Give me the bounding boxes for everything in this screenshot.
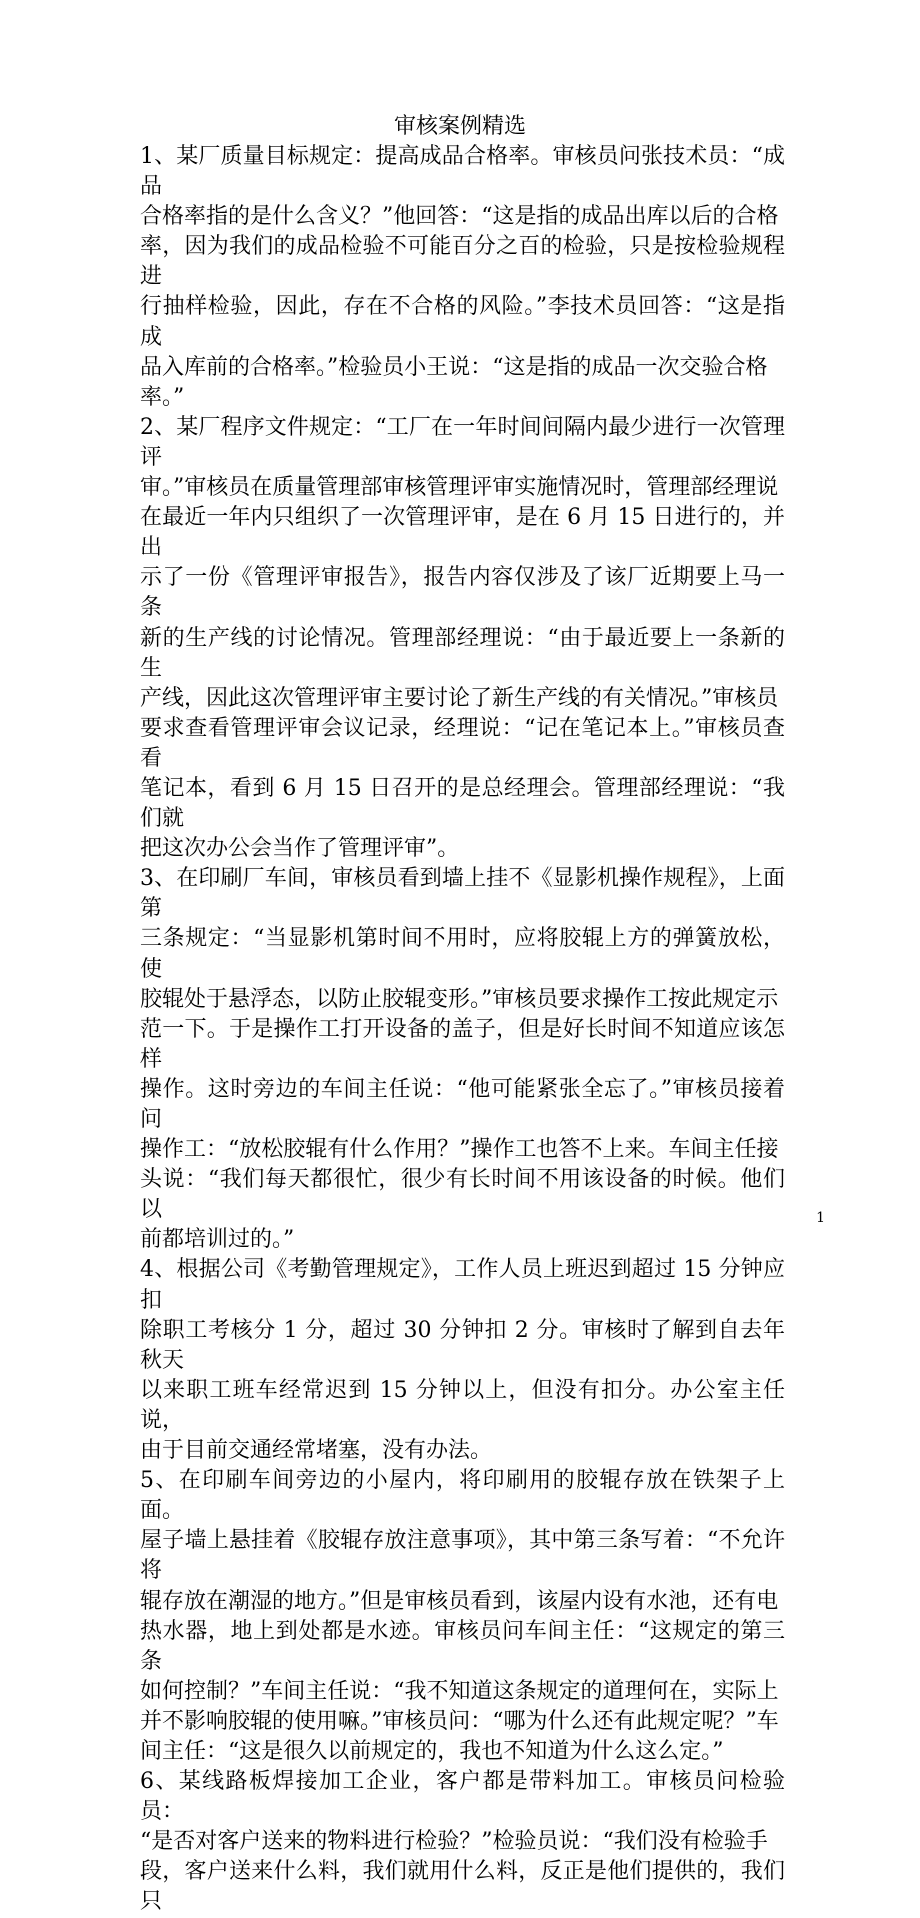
case-paragraph-1: 1、某厂质量目标规定：提高成品合格率。审核员问张技术员：“成品 合格率指的是什么含义？”他回答：“这是指的成品出库以后的合格 率，因为我们的成品检验不可能百分之百的检验，只是按检验规程进 行抽样检验，因此，存在不合格的风险。”李技术员回答：“这是指成 品入库前的合格率。”检验员小王说：“这是指的成品一次交验合格 率。” xyxy=(140,144,785,410)
page-title: 审核案例精选 xyxy=(393,114,526,139)
case-paragraph-5: 5、在印刷车间旁边的小屋内，将印刷用的胶辊存放在铁架子上面。 屋子墙上悬挂着《胶辊存放注意事项》，其中第三条写着：“不允许将 辊存放在潮湿的地方。”但是审核员看到，该屋内设有水池，还有电 热水器，地上到处都是水迹。审核员问车间主任：“这规定的第三条 如何控制？”车间主任说：“我不知道这条规定的道理何在，实际上 并不影响胶辊的使用嘛。”审核员问：“哪为什么还有此规定呢？”车 间主任：“这是很久以前规定的，我也不知道为什么这么定。” xyxy=(140,1468,785,1764)
case-paragraph-3: 3、在印刷厂车间，审核员看到墙上挂不《显影机操作规程》，上面第 三条规定：“当显影机第时间不用时，应将胶辊上方的弹簧放松，使 胶辊处于悬浮态，以防止胶辊变形。”审核员要求操作工按此规定示 范一下。于是操作工打开设备的盖子，但是好长时间不知道应该怎样 操作。这时旁边的车间主任说：“他可能紧张全忘了。”审核员接着问 操作工：“放松胶辊有什么作用？”操作工也答不上来。车间主任接 头说：“我们每天都很忙，很少有长时间不用该设备的时候。他们以 前都培训过的。” xyxy=(140,866,785,1253)
case-paragraph-4: 4、根据公司《考勤管理规定》，工作人员上班迟到超过 15 分钟应扣 除职工考核分 1 分，超过 30 分钟扣 2 分。审核时了解到自去年秋天 以来职工班车经常迟到 15 分钟以上，但没有扣分。办公室主任说， 由于目前交通经常堵塞，没有办法。 xyxy=(140,1257,785,1464)
page-number: 1 xyxy=(816,1210,825,1226)
case-paragraph-6: 6、某线路板焊接加工企业，客户都是带料加工。审核员问检验员： “是否对客户送来的物料进行检验？”检验员说：“我们没有检验手 段，客户送来什么料，我们就用什么料，反正是他们提供的，我们只 xyxy=(140,1769,785,1915)
body-text xyxy=(140,142,785,1918)
case-paragraph-2: 2、某厂程序文件规定：“工厂在一年时间间隔内最少进行一次管理评 审。”审核员在质量管理部审核管理评审实施情况时，管理部经理说 在最近一年内只组织了一次管理评审，是在 6 月 15 日进行的，并出 示了一份《管理评审报告》，报告内容仅涉及了该厂近期要上马一条 新的生产线的讨论情况。管理部经理说：“由于最近要上一条新的生 产线，因此这次管理评审主要讨论了新生产线的有关情况。”审核员 要求查看管理评审会议记录，经理说：“记在笔记本上。”审核员查看 笔记本，看到 6 月 15 日召开的是总经理会。管理部经理说：“我们就 把这次办公会当作了管理评审”。 xyxy=(140,414,785,862)
